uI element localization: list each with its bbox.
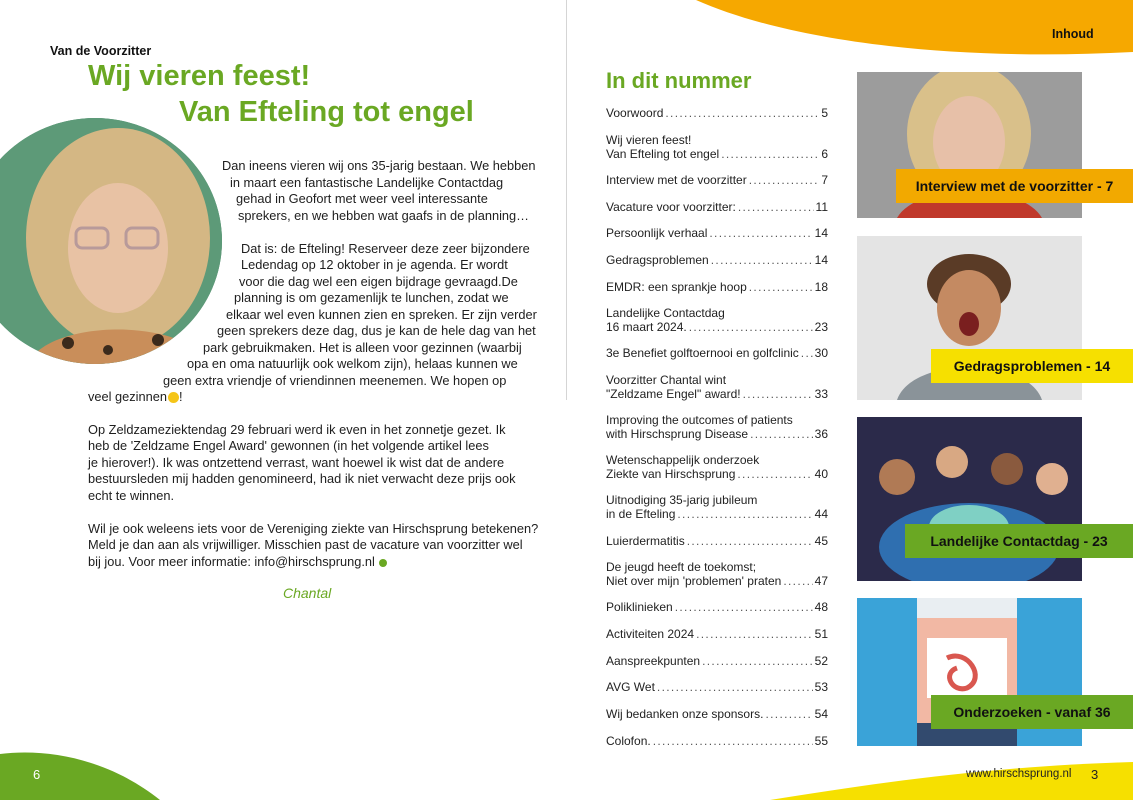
intro-line: Dan ineens vieren wij ons 35-jarig bestaan. We hebben bbox=[222, 158, 536, 173]
volunteer-line: Wil je ook weleens iets voor de Vereniging ziekte van Hirschsprung betekenen? bbox=[88, 521, 539, 536]
email-link-text[interactable]: bij jou. Voor meer informatie: info@hirschsprung.nl bbox=[88, 554, 375, 569]
section-label: Van de Voorzitter bbox=[50, 44, 152, 58]
feature-caption-behaviour[interactable]: Gedragsproblemen - 14 bbox=[931, 349, 1133, 383]
award-line: heb de 'Zeldzame Engel Award' gewonnen (in het volgende artikel lees bbox=[88, 438, 489, 453]
toc-page-number: 51 bbox=[814, 627, 828, 641]
efteling-line: park gebruikmaken. Het is alleen voor gezinnen (waarbij bbox=[203, 340, 522, 355]
toc-entry[interactable]: Voorzitter Chantal wint "Zeldzame Engel" award! . . . 33 bbox=[606, 374, 828, 401]
efteling-line-last: veel gezinnen ! bbox=[88, 389, 183, 404]
left-page-number: 6 bbox=[33, 767, 41, 782]
toc-page-number: 11 bbox=[815, 200, 828, 214]
efteling-line: voor die dag wel een eigen bijdrage gevraagd.De bbox=[239, 274, 518, 289]
toc-entry[interactable]: AVG Wet . . . 53 bbox=[606, 681, 828, 695]
bottom-right-yellow-curve bbox=[740, 744, 1133, 800]
toc-entry[interactable]: Uitnodiging 35-jarig jubileum in de Efteling . . . 44 bbox=[606, 494, 828, 521]
toc-entry[interactable]: De jeugd heeft de toekomst; Niet over mijn 'problemen' praten . . . 47 bbox=[606, 561, 828, 588]
toc-entry[interactable]: Poliklinieken . . . 48 bbox=[606, 601, 828, 615]
toc-entry[interactable]: Luierdermatitis . . . 45 bbox=[606, 535, 828, 549]
section-header-inhoud: Inhoud bbox=[1052, 27, 1094, 41]
toc-page-number: 52 bbox=[814, 654, 828, 668]
feature-caption-contactdag[interactable]: Landelijke Contactdag - 23 bbox=[905, 524, 1133, 558]
toc-page-number: 48 bbox=[814, 600, 828, 614]
toc-page-number: 6 bbox=[821, 146, 828, 161]
award-line: je hierover!). Ik was ontzettend verrast, want hoewel ik wist dat de andere bbox=[88, 455, 505, 470]
toc-entry[interactable]: Wij bedanken onze sponsors. . . . 54 bbox=[606, 708, 828, 722]
toc-title: In dit nummer bbox=[606, 68, 752, 93]
toc-page-number: 5 bbox=[821, 106, 828, 120]
award-line: bestuursleden mij hadden genomineerd, had ik niet verwacht deze prijs ook bbox=[88, 471, 516, 486]
toc-page-number: 23 bbox=[814, 319, 828, 334]
link-arrow-icon bbox=[379, 559, 387, 567]
bottom-left-green-curve bbox=[0, 740, 170, 800]
toc-entry[interactable]: Landelijke Contactdag 16 maart 2024. . . . 23 bbox=[606, 307, 828, 334]
efteling-line: geen sprekers deze dag, dus je kan de hele dag van het bbox=[217, 323, 536, 338]
toc-page-number: 33 bbox=[814, 386, 828, 401]
efteling-line: opa en oma natuurlijk ook welkom zijn), helaas kunnen we bbox=[187, 356, 518, 371]
toc-page-number: 47 bbox=[814, 573, 828, 588]
award-line: Op Zeldzameziektendag 29 februari werd ik even in het zonnetje gezet. Ik bbox=[88, 422, 506, 437]
toc-page-number: 18 bbox=[814, 280, 828, 294]
toc-page-number: 45 bbox=[814, 534, 828, 548]
toc-page-number: 44 bbox=[814, 506, 828, 521]
intro-line: gehad in Geofort met weer veel interessante bbox=[236, 191, 488, 206]
efteling-line: Dat is: de Efteling! Reserveer deze zeer bijzondere bbox=[241, 241, 530, 256]
toc-entry[interactable]: Wij vieren feest! Van Efteling tot engel . . . 6 bbox=[606, 134, 828, 161]
toc-entry[interactable]: Improving the outcomes of patients with Hirschsprung Disease . . . 36 bbox=[606, 414, 828, 441]
intro-line: sprekers, en we hebben wat gaafs in de planning… bbox=[238, 208, 529, 223]
volunteer-line: Meld je dan aan als vrijwilliger. Misschien past de vacature van voorzitter wel bbox=[88, 537, 523, 552]
toc-page-number: 14 bbox=[814, 226, 828, 240]
toc-page-number: 36 bbox=[814, 426, 828, 441]
right-page-number: 3 bbox=[1091, 767, 1099, 782]
toc-page-number: 53 bbox=[814, 680, 828, 694]
intro-line: in maart een fantastische Landelijke Contactdag bbox=[230, 175, 504, 190]
website-url[interactable]: www.hirschsprung.nl bbox=[966, 768, 1072, 780]
smiley-emoji-icon bbox=[168, 392, 179, 403]
toc-entry[interactable]: Activiteiten 2024 . . . 51 bbox=[606, 628, 828, 642]
toc-entry[interactable]: Interview met de voorzitter . . . 7 bbox=[606, 174, 828, 188]
toc-entry[interactable]: Gedragsproblemen . . . 14 bbox=[606, 254, 828, 268]
top-right-orange-curve bbox=[566, 0, 1133, 60]
volunteer-line-email bbox=[88, 554, 387, 571]
page-spine bbox=[566, 0, 567, 400]
feature-caption-interview[interactable]: Interview met de voorzitter - 7 bbox=[896, 169, 1133, 203]
toc-page-number: 14 bbox=[814, 253, 828, 267]
toc-entry[interactable]: Wetenschappelijk onderzoek Ziekte van Hirschsprung . . . 40 bbox=[606, 454, 828, 481]
efteling-line: planning is om gezamenlijk te lunchen, zodat we bbox=[234, 290, 509, 305]
signature: Chantal bbox=[283, 585, 332, 601]
headline-line-1: Wij vieren feest! bbox=[88, 60, 311, 92]
chairwoman-portrait bbox=[0, 118, 222, 364]
toc-page-number: 40 bbox=[814, 466, 828, 481]
toc-page-number: 54 bbox=[814, 707, 828, 721]
efteling-line: elkaar wel even kunnen zien en spreken. Er zijn verder bbox=[226, 307, 537, 322]
toc-page-number: 30 bbox=[814, 346, 828, 360]
toc-entry[interactable]: 3e Benefiet golftoernooi en golfclinic . . . 30 bbox=[606, 347, 828, 361]
toc-entry[interactable]: Aanspreekpunten . . . 52 bbox=[606, 655, 828, 669]
toc-entry[interactable]: Vacature voor voorzitter: . . . 11 bbox=[606, 201, 828, 215]
toc-entry[interactable]: Voorwoord . . . 5 bbox=[606, 107, 828, 121]
toc-entry[interactable]: EMDR: een sprankje hoop . . . 18 bbox=[606, 281, 828, 295]
toc-entry[interactable]: Colofon. . . . 55 bbox=[606, 735, 828, 749]
toc-page-number: 7 bbox=[821, 173, 828, 187]
headline-line-2: Van Efteling tot engel bbox=[179, 96, 474, 128]
award-line: echt te winnen. bbox=[88, 488, 175, 503]
efteling-line: geen extra vriendje of vriendinnen meenemen. We hopen op bbox=[163, 373, 507, 388]
feature-caption-research[interactable]: Onderzoeken - vanaf 36 bbox=[931, 695, 1133, 729]
efteling-line: Ledendag op 12 oktober in je agenda. Er wordt bbox=[241, 257, 508, 272]
toc-page-number: 55 bbox=[814, 734, 828, 748]
toc-entry[interactable]: Persoonlijk verhaal . . . 14 bbox=[606, 227, 828, 241]
